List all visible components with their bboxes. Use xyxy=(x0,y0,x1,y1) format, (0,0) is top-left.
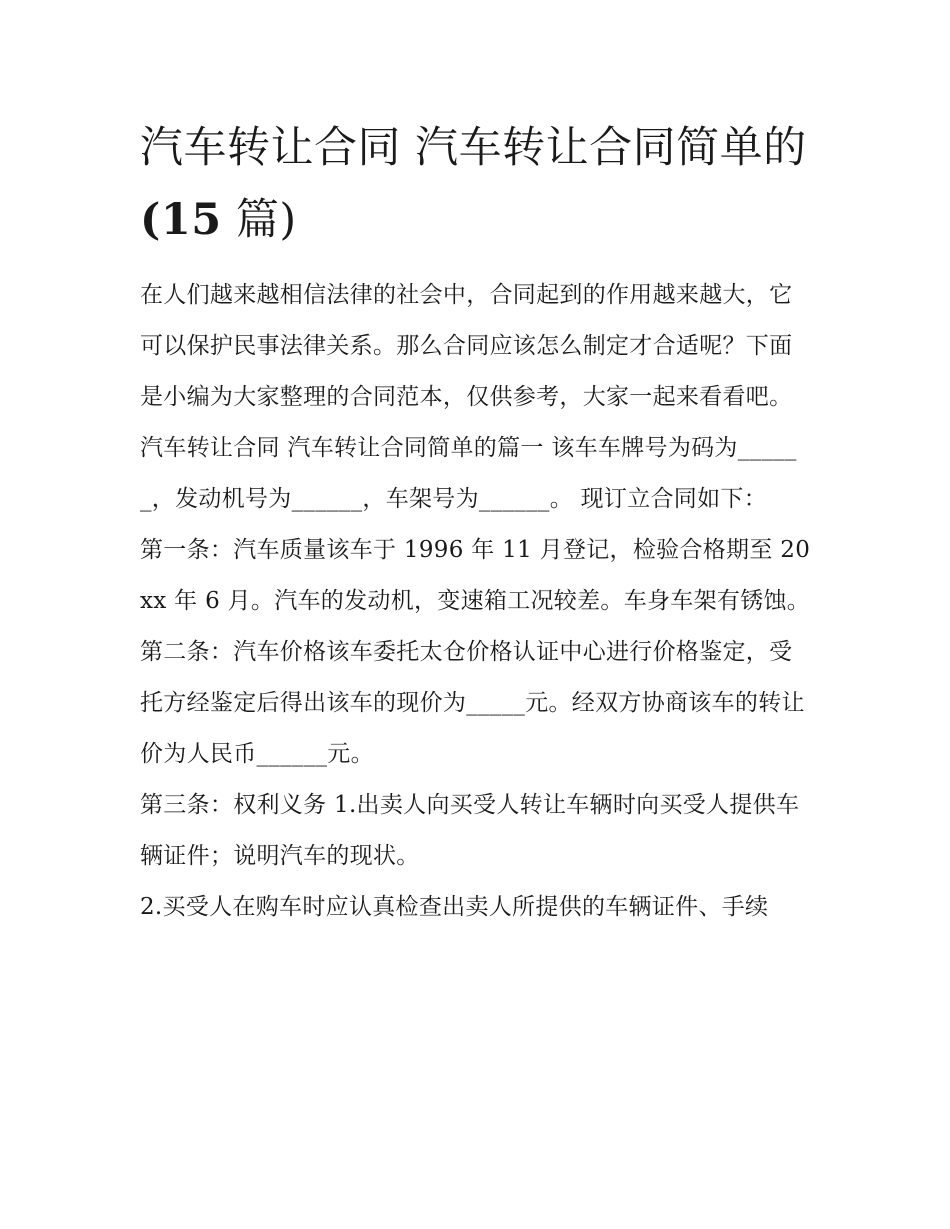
title-suffix: 篇) xyxy=(221,195,297,245)
document-body xyxy=(140,112,812,933)
title-count: (15 xyxy=(140,195,222,245)
contract-heading-paragraph: 汽车转让合同 汽车转让合同简单的篇一 该车车牌号为码为______，发动机号为______，车架号为______。 现订立合同如下： xyxy=(140,435,797,512)
title-text: 汽车转让合同 汽车转让合同简单的 xyxy=(140,123,807,173)
intro-paragraph: 在人们越来越相信法律的社会中，合同起到的作用越来越大，它可以保护民事法律关系。那么合同应该怎么制定才合适呢？下面是小编为大家整理的合同范本，仅供参考，大家一起来看看吧。 xyxy=(140,282,793,410)
clause-3-item-2-paragraph: 2.买受人在购车时应认真检查出卖人所提供的车辆证件、手续 xyxy=(140,894,769,920)
document-title xyxy=(140,112,812,256)
clause-3-paragraph: 第三条：权利义务 1.出卖人向买受人转让车辆时向买受人提供车辆证件；说明汽车的现状。 xyxy=(140,792,800,869)
clause-1-paragraph: 第一条：汽车质量该车于 1996 年 11 月登记，检验合格期至 20xx 年 6 月。汽车的发动机，变速箱工况较差。车身车架有锈蚀。 xyxy=(140,537,811,614)
clause-2-paragraph: 第二条：汽车价格该车委托太仓价格认证中心进行价格鉴定，受托方经鉴定后得出该车的现价为_____元。经双方协商该车的转让价为人民币______元。 xyxy=(140,639,805,767)
